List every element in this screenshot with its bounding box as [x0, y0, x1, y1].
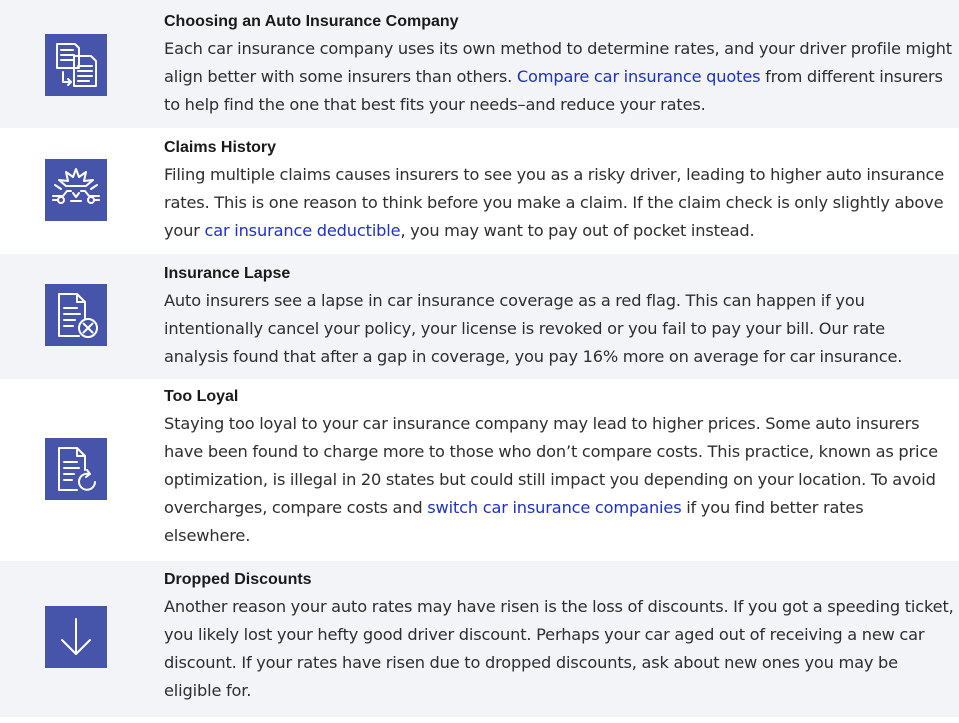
item-title: Too Loyal: [164, 388, 239, 405]
item-body: Filing multiple claims causes insurers to see you as a risky driver, leading to higher auto insurance rates. This is one reason to think before you make a claim. If the claim check is only slightly above your car insurance deductible, you may want to pay out of pocket instead.: [164, 165, 945, 240]
deductible-link[interactable]: car insurance deductible: [204, 221, 401, 240]
list-item: [0, 128, 959, 254]
cancelled-document-icon: [45, 284, 107, 346]
renew-document-icon: [45, 438, 107, 500]
item-body: Auto insurers see a lapse in car insurance coverage as a red flag. This can happen if you intentionally cancel your policy, your license is revoked or you fail to pay your bill. Our rate analysis found that after a gap in coverage, you pay 16% more on average for car insurance.: [164, 291, 903, 366]
item-title: Choosing an Auto Insurance Company: [164, 13, 459, 30]
switch-companies-link[interactable]: switch car insurance companies: [427, 498, 682, 517]
car-crash-icon: [45, 159, 107, 221]
item-body: Staying too loyal to your car insurance company may lead to higher prices. Some auto insurers have been found to charge more to those who don’t compare costs. This practice, known as price optimization, is illegal in 20 states but could still impact you depending on your location. To avoid overcharges, compare costs and switch car insurance companies if you find better rates elsewhere.: [164, 414, 938, 545]
list-item: [0, 561, 959, 717]
item-body: Another reason your auto rates may have risen is the loss of discounts. If you got a speeding ticket, you likely lost your hefty good driver discount. Perhaps your car aged out of receiving a new car discount. If your rates have risen due to dropped discounts, ask about new ones you may be eligible for.: [164, 597, 954, 700]
item-body: Each car insurance company uses its own method to determine rates, and your driver profile might align better with some insurers than others. Compare car insurance quotes from different insurers to help find the one that best fits your needs–and reduce your rates.: [164, 39, 952, 114]
item-title: Insurance Lapse: [164, 265, 291, 282]
down-arrow-icon: [45, 606, 107, 668]
item-title: Claims History: [164, 139, 277, 156]
list-item: [0, 379, 959, 561]
list-item: [0, 0, 959, 128]
compare-documents-icon: [45, 34, 107, 96]
compare-quotes-link[interactable]: Compare car insurance quotes: [516, 67, 761, 86]
list-item: [0, 254, 959, 379]
item-title: Dropped Discounts: [164, 571, 312, 588]
